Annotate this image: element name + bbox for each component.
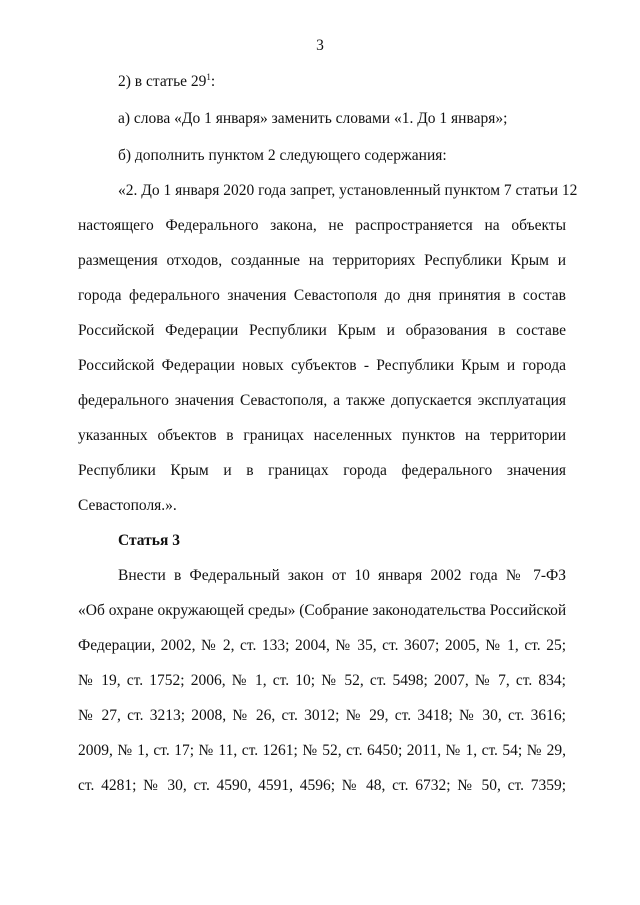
article-line: ст. 4281; № 30, ст. 4590, 4591, 4596; № 48, ст. 6732; № 50, ст. 7359; (78, 777, 566, 794)
article-line: Внести в Федеральный закон от 10 января 2002 года № 7-ФЗ (118, 567, 566, 584)
paragraph-line: Российской Федерации Республики Крым и образования в составе (78, 322, 566, 339)
article-line: 2009, № 1, ст. 17; № 11, ст. 1261; № 52, ст. 6450; 2011, № 1, ст. 54; № 29, (78, 742, 566, 759)
article-line: «Об охране окружающей среды» (Собрание законодательства Российской (78, 602, 567, 619)
paragraph-line: размещения отходов, созданные на территориях Республики Крым и (78, 252, 566, 269)
article-superscript: 1 (206, 72, 211, 82)
amendment-item-2 (118, 72, 566, 92)
article-line: Федерации, 2002, № 2, ст. 133; 2004, № 35, ст. 3607; 2005, № 1, ст. 25; (78, 637, 566, 654)
paragraph-line: настоящего Федерального закона, не распространяется на объекты (78, 217, 566, 234)
paragraph-line: федерального значения Севастополя, а также допускается эксплуатация (78, 392, 566, 409)
page-number: 3 (316, 37, 324, 54)
paragraph-line: указанных объектов в границах населенных пунктов на территории (78, 427, 566, 444)
paragraph-line: Республики Крым и в границах города федерального значения (78, 462, 566, 479)
paragraph-line: «2. До 1 января 2020 года запрет, установленный пунктом 7 статьи 12 (118, 182, 578, 199)
paragraph-line: Российской Федерации новых субъектов - Республики Крым и города (78, 357, 566, 374)
article-heading: Статья 3 (118, 532, 180, 549)
amendment-item-2-colon: : (210, 73, 216, 90)
article-line: № 19, ст. 1752; 2006, № 1, ст. 10; № 52, ст. 5498; 2007, № 7, ст. 834; (78, 672, 566, 689)
amendment-item-a: а) слова «До 1 января» заменить словами «1. До 1 января»; (118, 110, 508, 127)
paragraph-line-last: Севастополя.». (78, 497, 177, 514)
article-line: № 27, ст. 3213; 2008, № 26, ст. 3012; № 29, ст. 3418; № 30, ст. 3616; (78, 707, 566, 724)
amendment-item-b: б) дополнить пунктом 2 следующего содержания: (118, 147, 447, 164)
amendment-item-2-text: 2) в статье 29 (118, 73, 207, 90)
paragraph-line: города федерального значения Севастополя до дня принятия в состав (78, 287, 566, 304)
